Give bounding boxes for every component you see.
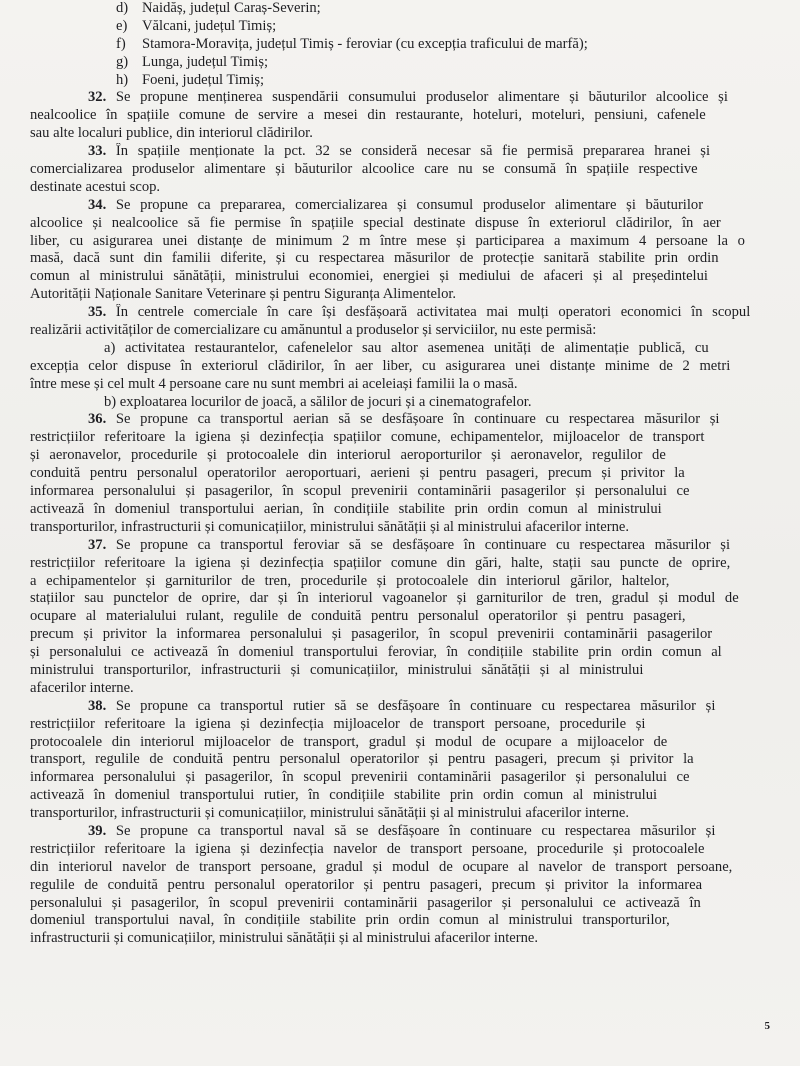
- paragraph-line: [30, 805, 768, 823]
- paragraph-36: [30, 411, 768, 536]
- paragraph-text: activează în domeniul transportului rutier, în condițiile stabilite prin ordin comun al ministrului: [30, 787, 658, 804]
- paragraph-line: [30, 680, 768, 698]
- border-points-list: [30, 0, 768, 89]
- paragraph-text: Se propune ca transportul aerian să se desfășoare în continuare cu respectarea măsurilor și: [106, 411, 720, 428]
- paragraph-text: restricțiilor referitoare la igiena și dezinfecția spațiilor comune din gări, halte, stații sau puncte de oprire,: [30, 554, 731, 571]
- list-marker: f): [116, 35, 126, 52]
- paragraph-text: restricțiilor referitoare la igiena și dezinfecția mijloacelor de transport persoane, procedurile și: [30, 715, 646, 732]
- subitem-line: a) activitatea restaurantelor, cafenelelor sau altor asemenea unități de alimentație publică, cu: [104, 339, 709, 356]
- paragraph-line: [30, 912, 768, 930]
- list-item-text: Naidăș, județul Caraș-Severin;: [142, 0, 321, 16]
- subitem-line: excepția celor dispuse în exteriorul clădirilor, în aer liber, cu asigurarea unei distanțe minime de 2 metri: [30, 357, 731, 374]
- paragraph-text: ocupare al materialului rulant, regulile de conduită pentru personalul operatorilor și pentru pasageri,: [30, 608, 686, 625]
- paragraph-text: conduită pentru personalul operatorilor aeroportuari, aerieni și pentru pasageri, precum și privitor la: [30, 465, 685, 482]
- paragraph-text: infrastructurii și comunicațiilor, ministrului sănătății și al ministrului afacerilor interne.: [30, 930, 539, 947]
- paragraph-line: [30, 895, 768, 913]
- paragraph-35: [30, 304, 768, 411]
- paragraph-text: alcoolice și nealcoolice să fie permise în spațiile special destinate dispuse în exteriorul clădirilor, în aer: [30, 214, 721, 231]
- paragraph-text: informarea personalului și pasagerilor, în scopul prevenirii contaminării pasagerilor și personalului ce: [30, 769, 690, 786]
- list-marker: e): [116, 17, 128, 34]
- paragraph-text: afacerilor interne.: [30, 679, 134, 696]
- paragraph-number: 37.: [88, 536, 107, 553]
- paragraph-number: 33.: [88, 143, 107, 160]
- paragraph-line: [30, 250, 768, 268]
- paragraph-line: [30, 877, 768, 895]
- paragraph-text: Autorității Naționale Sanitare Veterinare și pentru Siguranța Alimentelor.: [30, 286, 457, 303]
- paragraph-line: [30, 197, 768, 215]
- paragraph-line: [30, 411, 768, 429]
- paragraph-line: [30, 787, 768, 805]
- paragraph-text: și aeronavelor, procedurile și protocoalele din interiorul aeroporturilor și aeronavelor, regulilor de: [30, 447, 666, 464]
- paragraph-line: [30, 662, 768, 680]
- paragraph-text: informarea personalului și pasagerilor, în scopul prevenirii contaminării pasagerilor și personalului ce: [30, 483, 690, 500]
- paragraph-line: [30, 107, 768, 125]
- paragraph-text: precum și privitor la informarea personalului și pasagerilor, în scopul prevenirii contaminării pasagerilor: [30, 626, 713, 643]
- paragraph-33: [30, 143, 768, 197]
- paragraph-text: comercializarea produselor alimentare și băuturilor alcoolice care nu se consumă în spațiile respective: [30, 161, 698, 178]
- paragraph-line: [30, 322, 768, 340]
- list-item: [30, 0, 768, 18]
- paragraph-line: [30, 161, 768, 179]
- paragraph-text: În centrele comerciale în care își desfășoară activitatea mai mulți operatori economici în scopul: [106, 304, 751, 321]
- list-item-text: Stamora-Moravița, județul Timiș - feroviar (cu excepția traficului de marfă);: [142, 35, 588, 52]
- paragraph-line: [30, 268, 768, 286]
- paragraph-number: 36.: [88, 411, 107, 428]
- paragraph-line: [30, 769, 768, 787]
- page-number: 5: [764, 1020, 770, 1032]
- list-item: [30, 72, 768, 90]
- paragraph-line: [30, 304, 768, 322]
- paragraph-line: [30, 573, 768, 591]
- paragraph-text: Se propune ca transportul naval să se desfășoare în continuare cu respectarea măsurilor și: [106, 822, 716, 839]
- list-marker: d): [116, 0, 129, 16]
- paragraph-line: [30, 590, 768, 608]
- paragraph-text: destinate acestui scop.: [30, 178, 161, 195]
- paragraph-text: din interiorul navelor de transport persoane, gradul și modul de ocupare al navelor de transport persoane,: [30, 858, 733, 875]
- paragraph-line: [30, 125, 768, 143]
- paragraph-text: realizării activităților de comercializare cu amănuntul a produselor și serviciilor, nu este permisă:: [30, 322, 597, 339]
- paragraph-line: [30, 501, 768, 519]
- paragraph-32: [30, 89, 768, 143]
- paragraph-text: În spațiile menționate la pct. 32 se consideră necesar să fie permisă prepararea hranei și: [106, 143, 711, 160]
- paragraph-line: [30, 215, 768, 233]
- paragraph-text: domeniul transportului naval, în condițiile stabilite prin ordin comun al ministrului transporturilor,: [30, 912, 670, 929]
- paragraph-line: [30, 644, 768, 662]
- paragraph-text: restricțiilor referitoare la igiena și dezinfecția spațiilor comune, echipamentelor, mijloacelor de transport: [30, 429, 705, 446]
- paragraph-line: [30, 930, 768, 948]
- paragraph-text: Se propune menținerea suspendării consumului produselor alimentare și băuturilor alcoolice și: [106, 89, 728, 106]
- paragraph-text: personalului și pasagerilor, în scopul prevenirii contaminării pasagerilor și personalului ce activează în: [30, 894, 701, 911]
- paragraph-line: [30, 429, 768, 447]
- subitem-line: b) exploatarea locurilor de joacă, a sălilor de jocuri și a cinematografelor.: [104, 393, 532, 410]
- paragraph-line: [30, 608, 768, 626]
- paragraph-line: [30, 286, 768, 304]
- paragraph-text: protocoalele din interiorul mijloacelor de transport, gradul și modul de ocupare a mijloacelor de: [30, 733, 668, 750]
- paragraph-line: [30, 519, 768, 537]
- paragraph-line: [30, 465, 768, 483]
- paragraph-number: 32.: [88, 89, 107, 106]
- paragraph-text: Se propune ca transportul rutier să se desfășoare în continuare cu respectarea măsurilor și: [106, 697, 716, 714]
- paragraph-text: sau alte localuri publice, din interiorul clădirilor.: [30, 125, 313, 142]
- paragraph-line: [30, 555, 768, 573]
- list-item-text: Lunga, județul Timiș;: [142, 53, 269, 70]
- paragraph-37: [30, 537, 768, 698]
- paragraph-number: 35.: [88, 304, 107, 321]
- list-item: [30, 18, 768, 36]
- paragraph-text: Se propune ca transportul feroviar să se desfășoare în continuare cu respectarea măsurilor și: [106, 536, 730, 553]
- paragraph-text: regulile de conduită pentru personalul operatorilor și pentru pasageri, precum și privitor la informarea: [30, 876, 703, 893]
- page-content: [30, 0, 768, 948]
- paragraph-text: activează în domeniul transportului aerian, în condițiile stabilite prin ordin comun al ministrului: [30, 500, 662, 517]
- paragraph-34: [30, 197, 768, 304]
- list-item-text: Foeni, județul Timiș;: [142, 71, 265, 88]
- paragraph-line: [30, 734, 768, 752]
- subitem-line: între mese și cel mult 4 persoane care nu sunt membri ai aceleiași familii la o masă.: [30, 375, 518, 392]
- paragraph-line: [30, 751, 768, 769]
- paragraph-number: 39.: [88, 822, 107, 839]
- paragraph-line: [30, 626, 768, 644]
- paragraph-line: [30, 537, 768, 555]
- paragraph-line: [30, 143, 768, 161]
- paragraph-line: [30, 89, 768, 107]
- paragraph-text: ministrului transporturilor, infrastructurii și comunicațiilor, ministrului sănătății și al ministrului: [30, 661, 644, 678]
- paragraph-line: [30, 233, 768, 251]
- numbered-paragraphs: [30, 89, 768, 948]
- paragraph-line: [30, 179, 768, 197]
- paragraph-line: [30, 698, 768, 716]
- list-item: [30, 36, 768, 54]
- paragraph-text: Se propune ca prepararea, comercializarea și consumul produselor alimentare și băuturilor: [106, 196, 704, 213]
- paragraph-38: [30, 698, 768, 823]
- paragraph-text: liber, cu asigurarea unei distanțe de minimum 2 m între mese și participarea a maximum 4 persoane la o: [30, 232, 745, 249]
- list-item: [30, 54, 768, 72]
- list-marker: h): [116, 71, 129, 88]
- list-item-text: Vălcani, județul Timiș;: [142, 17, 277, 34]
- paragraph-line: [30, 841, 768, 859]
- paragraph-39: [30, 823, 768, 948]
- paragraph-text: stațiilor sau punctelor de oprire, dar și în interiorul vagoanelor și garniturilor de tren, gradul și modul de: [30, 590, 739, 607]
- paragraph-number: 38.: [88, 697, 107, 714]
- paragraph-text: masă, dacă sunt din familii diferite, și cu respectarea măsurilor de protecție sanitară stabilite prin ordin: [30, 250, 719, 267]
- paragraph-text: și personalului ce activează în domeniul transportului feroviar, în condițiile stabilite prin ordin comun al: [30, 644, 722, 661]
- paragraph-line: [30, 716, 768, 734]
- paragraph-text: a echipamentelor și garniturilor de tren, procedurile și protocoalele din interiorul gărilor, haltelor,: [30, 572, 670, 589]
- paragraph-text: transport, regulile de conduită pentru personalul operatorilor și pentru pasageri, precum și privitor la: [30, 751, 694, 768]
- paragraph-text: transporturilor, infrastructurii și comunicațiilor, ministrului sănătății și al ministrului afacerilor interne.: [30, 805, 630, 822]
- paragraph-text: comun al ministrului sănătății, ministrului economiei, energiei și mediului de afaceri și al președintelui: [30, 268, 708, 285]
- paragraph-line: [30, 447, 768, 465]
- paragraph-text: transporturilor, infrastructurii și comunicațiilor, ministrului sănătății și al ministrului afacerilor interne.: [30, 518, 630, 535]
- paragraph-text: restricțiilor referitoare la igiena și dezinfecția navelor de transport persoane, procedurile și protocoalele: [30, 840, 705, 857]
- paragraph-line: [30, 483, 768, 501]
- paragraph-number: 34.: [88, 196, 107, 213]
- paragraph-line: [30, 823, 768, 841]
- paragraph-text: nealcoolice în spațiile comune de servire a mesei din restaurante, hoteluri, moteluri, pensiuni, cafenele: [30, 107, 706, 124]
- paragraph-line: [30, 859, 768, 877]
- list-marker: g): [116, 53, 129, 70]
